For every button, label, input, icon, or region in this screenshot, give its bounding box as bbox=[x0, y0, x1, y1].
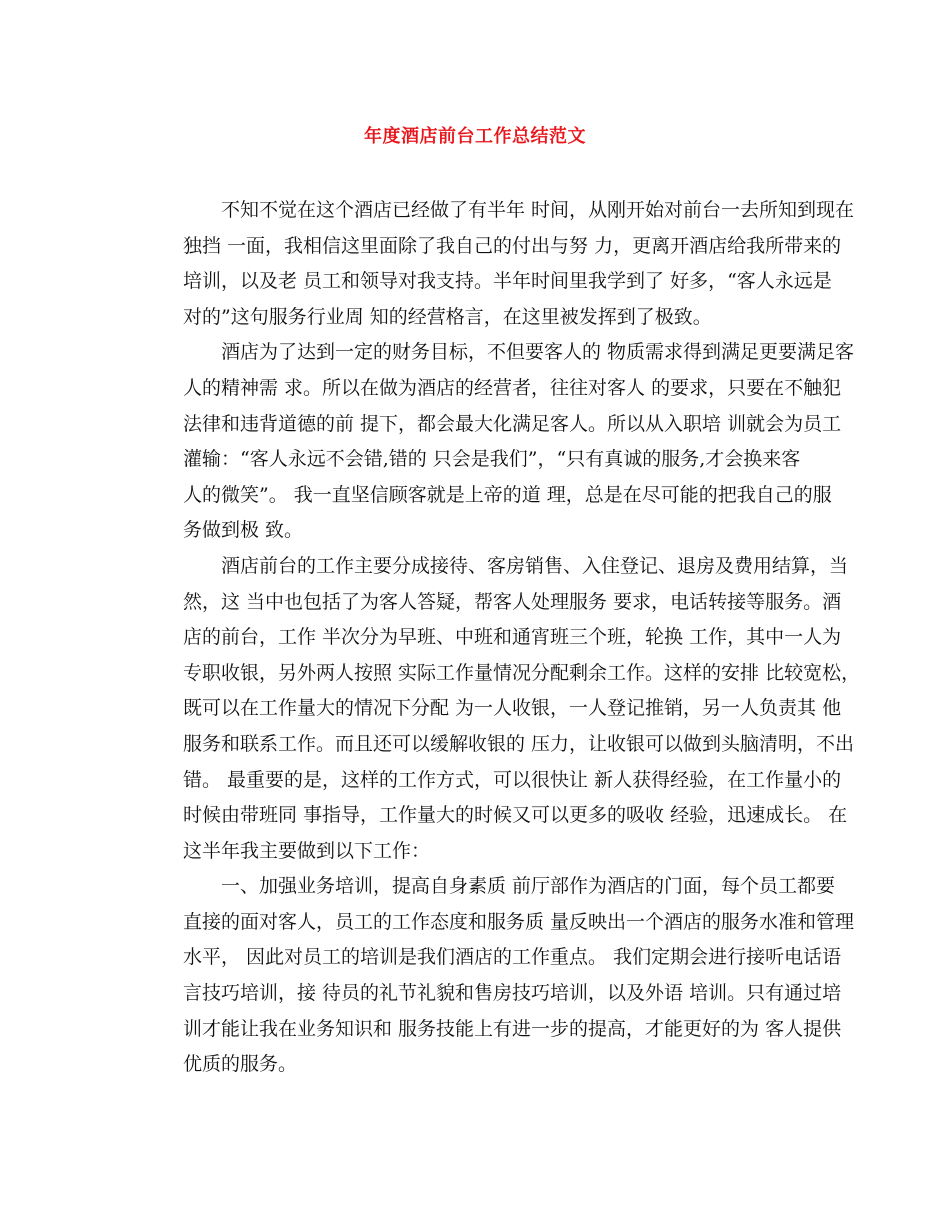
text-line: 法律和违背道德的前 提下，都会最大化满足客人。所以从入职培 训就会为员工 bbox=[183, 412, 842, 435]
document-title: 年度酒店前台工作总结范文 bbox=[364, 126, 586, 147]
text-line: 人的精神需 求。所以在做为酒店的经营者，往往对客人 的要求，只要在不触犯 bbox=[183, 376, 842, 399]
document-body bbox=[145, 193, 861, 1083]
text-line: 灌输：“客人永远不会错,错的 只会是我们”，“只有真诚的服务,才会换来客 bbox=[183, 448, 801, 471]
paragraph-4 bbox=[145, 869, 855, 1083]
text-line: 服务和联系工作。而且还可以缓解收银的 压力，让收银可以做到头脑清明，不出 bbox=[183, 732, 855, 755]
text-line: 一、加强业务培训，提高自身素质 前厅部作为酒店的门面，每个员工都要 bbox=[221, 875, 836, 898]
text-line: 时候由带班同 事指导，工作量大的时候又可以更多的吸收 经验，迅速成长。 在 bbox=[183, 804, 848, 827]
text-line: 酒店为了达到一定的财务目标，不但要客人的 物质需求得到满足更要满足客 bbox=[221, 341, 855, 364]
text-line: 培训，以及老 员工和领导对我支持。半年时间里我学到了 好多，“客人永远是 bbox=[183, 270, 832, 293]
paragraph-1 bbox=[145, 193, 855, 335]
text-line: 既可以在工作量大的情况下分配 为一人收银，一人登记推销，另一人负责其 他 bbox=[183, 697, 842, 720]
text-line: 店的前台，工作 半次分为早班、中班和通宵班三个班，轮换 工作，其中一人为 bbox=[183, 626, 842, 649]
text-line: 言技巧培训，接 待员的礼节礼貌和售房技巧培训，以及外语 培训。只有通过培 bbox=[183, 982, 842, 1005]
text-line: 不知不觉在这个酒店已经做了有半年 时间，从刚开始对前台一去所知到现在 bbox=[221, 199, 855, 221]
text-line: 酒店前台的工作主要分成接待、客房销售、入住登记、退房及费用结算，当 bbox=[221, 554, 849, 577]
text-line: 然，这 当中也包括了为客人答疑，帮客人处理服务 要求，电话转接等服务。酒 bbox=[183, 590, 842, 613]
text-line: 人的微笑”。 我一直坚信顾客就是上帝的道 理，总是在尽可能的把我自己的服 bbox=[183, 483, 832, 506]
text-line: 对的”这句服务行业周 知的经营格言，在这里被发挥到了极致。 bbox=[183, 305, 712, 328]
paragraph-2 bbox=[145, 335, 855, 549]
text-line: 专职收银，另外两人按照 实际工作量情况分配剩余工作。这样的安排 比较宽松， bbox=[183, 661, 861, 684]
text-line: 训才能让我在业务知识和 服务技能上有进一步的提高，才能更好的为 客人提供 bbox=[183, 1017, 842, 1040]
paragraph-3 bbox=[145, 549, 861, 869]
text-line: 这半年我主要做到以下工作： bbox=[183, 839, 431, 862]
text-line: 优质的服务。 bbox=[183, 1053, 298, 1076]
text-line: 水平， 因此对员工的培训是我们酒店的工作重点。 我们定期会进行接听电话语 bbox=[183, 946, 842, 969]
text-line: 直接的面对客人，员工的工作态度和服务质 量反映出一个酒店的服务水准和管理 bbox=[183, 910, 855, 933]
text-line: 务做到极 致。 bbox=[183, 519, 304, 542]
text-line: 独挡 一面，我相信这里面除了我自己的付出与努 力，更离开酒店给我所带来的 bbox=[183, 234, 842, 257]
text-line: 错。 最重要的是，这样的工作方式，可以很快让 新人获得经验，在工作量小的 bbox=[183, 768, 842, 791]
